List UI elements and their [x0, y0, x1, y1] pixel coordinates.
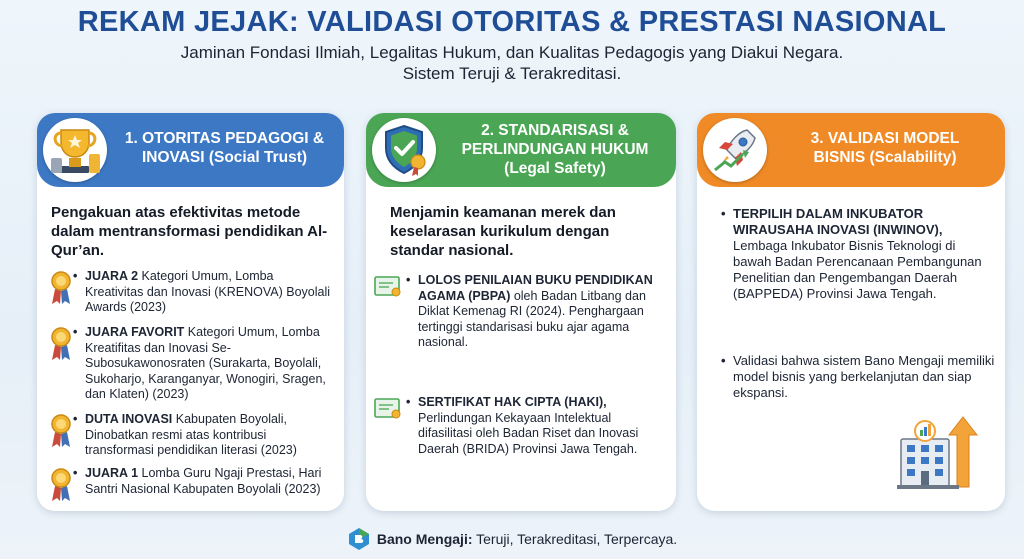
card-header	[37, 113, 344, 187]
subtitle-line-2: Sistem Teruji & Terakreditasi.	[402, 64, 622, 83]
certificate-icon	[374, 275, 404, 299]
card-header	[366, 113, 676, 187]
page-subtitle	[0, 42, 1024, 84]
footer-brand: Bano Mengaji:	[376, 531, 473, 547]
medal-icon	[51, 327, 71, 361]
bano-logo-icon	[347, 527, 371, 551]
card-header	[697, 113, 1005, 187]
footer-tagline: Teruji, Terakreditasi, Terpercaya.	[472, 531, 678, 547]
card-title: 1. OTORITAS PEDAGOGI & INOVASI (Social Trust)	[124, 130, 325, 166]
card-lead: Menjamin keamanan merek dan keselarasan kurikulum dengan standar nasional.	[390, 204, 616, 259]
card-pedagogi: 1. OTORITAS PEDAGOGI & INOVASI (Social Trust) Pengakuan atas efektivitas metode dalam mentransformasi pendidikan Al-Qur’an. • JUARA 2 Kategori Umum, Lomba Kreativitas dan Inovasi (KRENOVA) Boyolali Awards (2023) • JUARA FAVORIT Kategori Umum, Lomba Kreatifitas dan Inovasi Se-Subosukawonosraten (Surakarta, Boyolali, Sukoharjo, Karanganyar, Wonogiri, Sragen, dan Klaten) (2023) • DUTA INOVASI Kabupaten Boyolali, Dinobatkan resmi atas kontribusi transformasi pendidikan literasi (2023) • JUARA 1 Lomba Guru Ngaji Prestasi, Hari Santri Nasional Kabupaten Boyolali (2023)	[37, 113, 344, 511]
medal-icon	[51, 271, 71, 305]
building-growth-icon	[893, 415, 985, 491]
subtitle-line-1: Jaminan Fondasi Ilmiah, Legalitas Hukum, dan Kualitas Pedagogis yang Diakui Negara.	[180, 43, 844, 62]
footer	[0, 527, 1024, 551]
card-title: 2. STANDARISASI & PERLINDUNGAN HUKUM (Legal Safety)	[461, 122, 649, 177]
shield-check-icon	[372, 118, 436, 182]
card-lead: Pengakuan atas efektivitas metode dalam mentransformasi pendidikan Al-Qur’an.	[51, 204, 328, 259]
card-title: 3. VALIDASI MODEL BISNIS (Scalability)	[810, 130, 960, 166]
medal-icon	[51, 468, 71, 502]
card-validasi: 3. VALIDASI MODEL BISNIS (Scalability) • TERPILIH DALAM INKUBATOR WIRAUSAHA INOVASI (INWINOV), Lembaga Inkubator Bisnis Teknologi di bawah Badan Perencanaan Pembangunan Penelitian dan Pengembangan Daerah (BAPPEDA) Provinsi Jawa Tengah. • Validasi bahwa sistem Bano Mengaji memiliki model bisnis yang berkelanjutan dan siap ekspansi.	[697, 113, 1005, 511]
trophy-icon	[43, 118, 107, 182]
rocket-icon	[703, 118, 767, 182]
page-title: REKAM JEJAK: VALIDASI OTORITAS & PRESTASI NASIONAL	[77, 6, 947, 38]
card-standarisasi: 2. STANDARISASI & PERLINDUNGAN HUKUM (Legal Safety) Menjamin keamanan merek dan keselarasan kurikulum dengan standar nasional. • LOLOS PENILAIAN BUKU PENDIDIKAN AGAMA (PBPA) oleh Badan Litbang dan Diklat Kemenag RI (2024). Penghargaan tertinggi standarisasi buku ajar agama nasional. • SERTIFIKAT HAK CIPTA (HAKI), Perlindungan Kekayaan Intelektual difasilitasi oleh Badan Riset dan Inovasi Daerah (BRIDA) Provinsi Jawa Tengah.	[366, 113, 676, 511]
certificate-icon	[374, 397, 404, 421]
medal-icon	[51, 414, 71, 448]
